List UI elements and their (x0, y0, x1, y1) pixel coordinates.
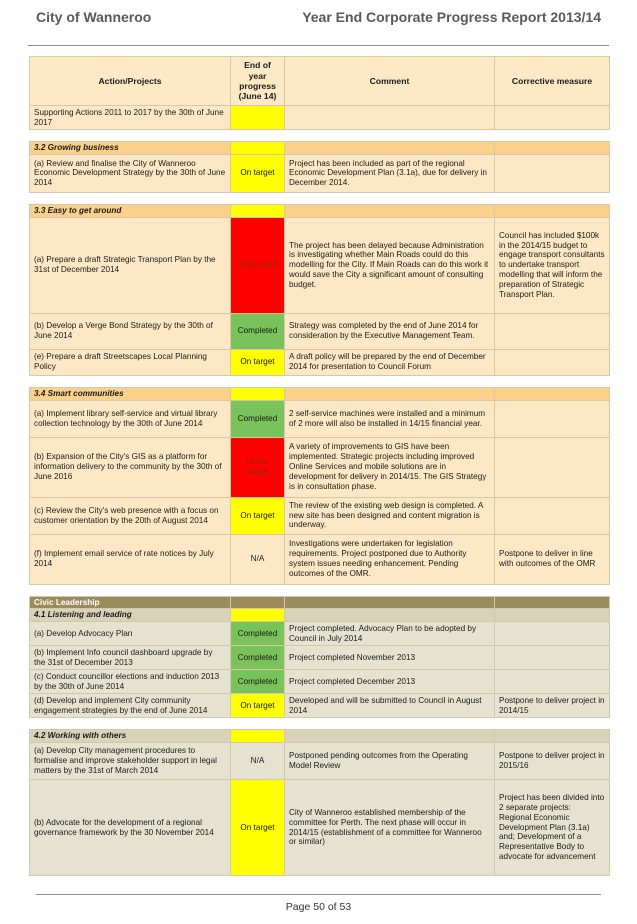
action-cell: (a) Implement library self-service and virtual library collection technology by the 30th of June 2014 (30, 400, 231, 437)
progress-cell: On target (231, 154, 285, 192)
progress-cell: N/A (231, 743, 285, 780)
table-row (30, 106, 610, 130)
header-divider (28, 45, 609, 46)
civic-leadership-title: Civic Leadership (30, 596, 231, 609)
action-cell: Supporting Actions 2011 to 2017 by the 30th of June 2017 (30, 106, 231, 130)
comment-cell: Developed and will be submitted to Council in August 2014 (285, 694, 495, 718)
table-row (30, 154, 610, 192)
table-row (30, 646, 610, 670)
table-row (30, 349, 610, 375)
progress-cell: On target (231, 349, 285, 375)
table-row (30, 534, 610, 584)
comment-cell: Investigations were undertaken for legislation requirements. Project postponed due to Authority system issues needing enhancement. Pending outcomes of the OMR. (285, 534, 495, 584)
measure-cell (495, 646, 610, 670)
progress-cell: Under taret (231, 217, 285, 313)
comment-cell: Project completed. Advocacy Plan to be adopted by Council in July 2014 (285, 622, 495, 646)
progress-cell: Completed (231, 622, 285, 646)
measure-cell (495, 349, 610, 375)
progress-cell: Completed (231, 400, 285, 437)
comment-cell: A draft policy will be prepared by the end of December 2014 for presentation to Council Forum (285, 349, 495, 375)
measure-cell (495, 313, 610, 349)
comment-cell (285, 106, 495, 130)
table-row (30, 743, 610, 780)
column-header-measure: Corrective measure (495, 57, 610, 106)
table-row (30, 400, 610, 437)
progress-table (29, 56, 610, 876)
action-cell: (a) Prepare a draft Strategic Transport Plan by the 31st of December 2014 (30, 217, 231, 313)
table-row (30, 437, 610, 497)
table-row (30, 780, 610, 876)
section-row-growing-business (30, 142, 610, 155)
page-number: Page 50 of 53 (285, 901, 352, 913)
action-cell: (b) Advocate for the development of a regional governance framework by the 30 November 2014 (30, 780, 231, 876)
section-title: 4.1 Listening and leading (30, 609, 231, 622)
comment-cell: A variety of improvements to GIS have been implemented. Strategic projects including improved Online Services and mobile solutions are in development for delivery in 2014/15. The GIS Strategy is in consultation phase. (285, 437, 495, 497)
measure-cell: Postpone to deliver project in 2015/16 (495, 743, 610, 780)
measure-cell: Postpone to deliver in line with outcomes of the OMR (495, 534, 610, 584)
comment-cell: Project has been included as part of the regional Economic Development Plan (3.1a), due for delivery in December 2014. (285, 154, 495, 192)
action-cell: (c) Review the City's web presence with a focus on customer orientation by the 20th of August 2014 (30, 497, 231, 534)
table-row (30, 497, 610, 534)
action-cell: (b) Expansion of the City's GIS as a platform for information delivery to the community by the 30th of June 2016 (30, 437, 231, 497)
comment-cell: Postponed pending outcomes from the Operating Model Review (285, 743, 495, 780)
action-cell: (b) Implement Info council dashboard upgrade by the 31st of December 2013 (30, 646, 231, 670)
column-header-action: Action/Projects (30, 57, 231, 106)
comment-cell: 2 self-service machines were installed and a minimum of 2 more will also be installed in 14/15 financial year. (285, 400, 495, 437)
action-cell: (a) Review and finalise the City of Wanneroo Economic Development Strategy by the 30th of June 2014 (30, 154, 231, 192)
measure-cell (495, 106, 610, 130)
comment-cell: City of Wanneroo established membership of the committee for Perth. The next phase will occur in 2014/15 (establishment of a committee for Wanneroo or similar) (285, 780, 495, 876)
column-header-progress: End of year progress (June 14) (231, 57, 285, 106)
table-row (30, 670, 610, 694)
comment-cell: The project has been delayed because Administration is investigating whether Main Roads could do this modelling for the City. If Main Roads can do this work it would save the City a significant amount of consulting budget. (285, 217, 495, 313)
section-title: 4.2 Working with others (30, 730, 231, 743)
action-cell: (b) Develop a Verge Bond Strategy by the 30th of June 2014 (30, 313, 231, 349)
table-row (30, 622, 610, 646)
progress-cell: Completed (231, 670, 285, 694)
comment-cell: Strategy was completed by the end of June 2014 for consideration by the Executive Management Team. (285, 313, 495, 349)
progress-cell: N/A (231, 534, 285, 584)
progress-cell: Completed (231, 313, 285, 349)
action-cell: (d) Develop and implement City community engagement strategies by the end of June 2014 (30, 694, 231, 718)
table-spacer (30, 130, 610, 142)
progress-cell: Under target (231, 437, 285, 497)
measure-cell: Council has included $100k in the 2014/15 budget to engage transport consultants to undertake transport modelling that will inform the preparation of Strategic Transport Plan. (495, 217, 610, 313)
section-title: 3.2 Growing business (30, 142, 231, 155)
progress-cell (231, 106, 285, 130)
section-row-listening-and-leading (30, 609, 610, 622)
table-row (30, 313, 610, 349)
action-cell: (c) Conduct councillor elections and induction 2013 by the 30th of June 2014 (30, 670, 231, 694)
section-title: 3.3 Easy to get around (30, 204, 231, 217)
measure-cell: Project has been divided into 2 separate projects: Regional Economic Development Plan (3.1a) and; Development of a Representative Body to advocate for advancement (495, 780, 610, 876)
organisation-name: City of Wanneroo (36, 9, 152, 25)
progress-cell: On target (231, 780, 285, 876)
comment-cell: Project completed December 2013 (285, 670, 495, 694)
table-row (30, 694, 610, 718)
comment-cell: Project completed November 2013 (285, 646, 495, 670)
measure-cell (495, 154, 610, 192)
civic-leadership-header (30, 596, 610, 609)
action-cell: (a) Develop Advocacy Plan (30, 622, 231, 646)
action-cell: (a) Develop City management procedures to formalise and improve stakeholder support in legal matters by the 31st of March 2014 (30, 743, 231, 780)
section-row-easy-to-get-around (30, 204, 610, 217)
measure-cell (495, 670, 610, 694)
table-header-row (30, 57, 610, 106)
section-title: 3.4 Smart communities (30, 387, 231, 400)
measure-cell (495, 497, 610, 534)
report-title: Year End Corporate Progress Report 2013/14 (302, 9, 601, 25)
action-cell: (e) Prepare a draft Streetscapes Local Planning Policy (30, 349, 231, 375)
table-row (30, 217, 610, 313)
section-row-smart-communities (30, 387, 610, 400)
progress-cell: On target (231, 694, 285, 718)
column-header-comment: Comment (285, 57, 495, 106)
table-spacer (30, 192, 610, 204)
measure-cell (495, 437, 610, 497)
action-cell: (f) Implement email service of rate notices by July 2014 (30, 534, 231, 584)
measure-cell: Postpone to deliver project in 2014/15 (495, 694, 610, 718)
table-spacer (30, 718, 610, 730)
progress-cell: Completed (231, 646, 285, 670)
progress-cell: On target (231, 497, 285, 534)
footer-divider (36, 894, 601, 895)
measure-cell (495, 622, 610, 646)
table-spacer (30, 584, 610, 596)
measure-cell (495, 400, 610, 437)
section-row-working-with-others (30, 730, 610, 743)
table-spacer (30, 375, 610, 387)
comment-cell: The review of the existing web design is completed. A new site has been designed and content migration is underway. (285, 497, 495, 534)
